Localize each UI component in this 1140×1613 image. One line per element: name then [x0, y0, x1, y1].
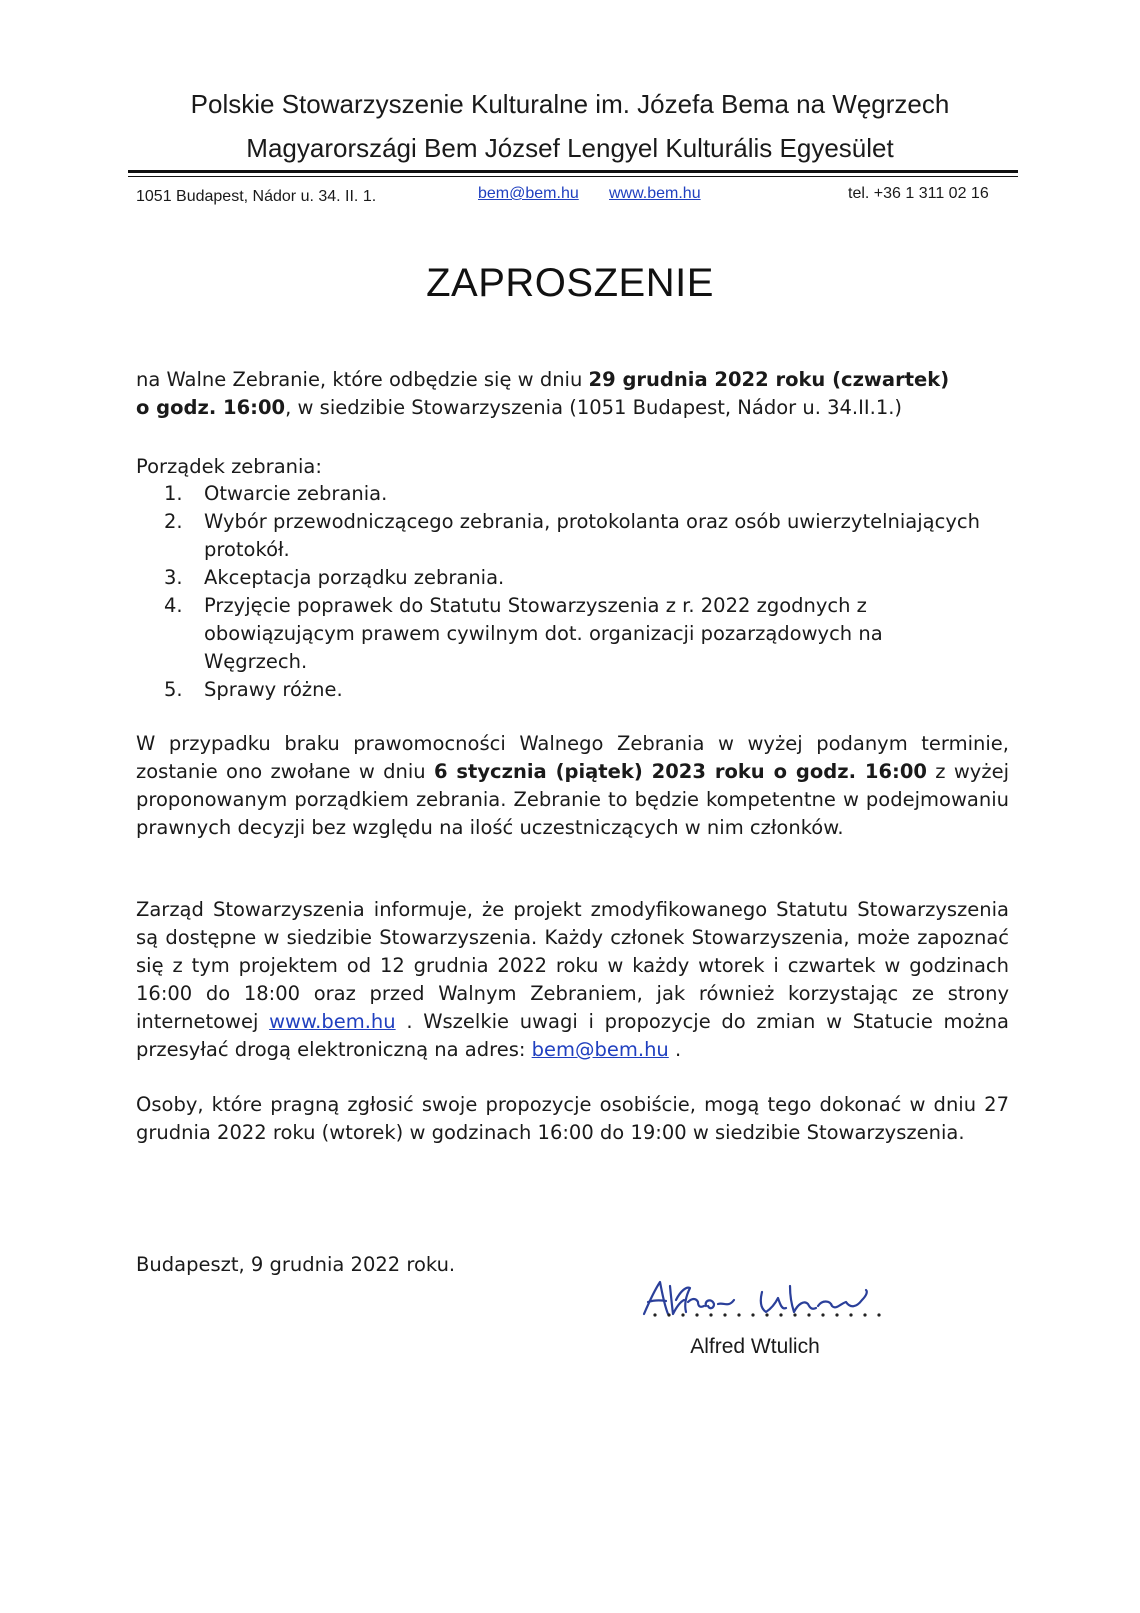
quorum-text-end: z wyżej proponowanym porządkiem zebrania. Zebranie to będzie kompetentne w podejmowaniu prawnych decyzji bez względu na ilość uczestniczących w nim członków.: [136, 760, 1009, 839]
signatory-name: Alfred Wtulich: [690, 1335, 820, 1358]
agenda-item-text: Otwarcie zebrania.: [204, 482, 388, 505]
agenda-item-number: 1.: [164, 482, 183, 505]
agenda-heading: Porządek zebrania:: [136, 455, 322, 478]
second-meeting-date: 6 stycznia (piątek) 2023 roku o godz. 16:00: [433, 760, 927, 783]
header-email-link[interactable]: bem@bem.hu: [478, 185, 579, 202]
agenda-item-text: Przyjęcie poprawek do Statutu Stowarzyszenia z r. 2022 zgodnych z obowiązującym prawem cywilnym dot. organizacji pozarządowych na Węgrzech.: [204, 594, 883, 673]
header-website-link[interactable]: www.bem.hu: [609, 185, 701, 202]
body-email-link[interactable]: bem@bem.hu: [531, 1038, 669, 1061]
intro-text-start: na Walne Zebranie, które odbędzie się w dniu: [136, 368, 589, 391]
agenda-item: [160, 480, 1009, 508]
agenda-item-text: Wybór przewodniczącego zebrania, protokolanta oraz osób uwierzytelniających protokół.: [204, 510, 980, 561]
quorum-text-start: W przypadku braku prawomocności Walnego Zebrania w wyżej podanym terminie, zostanie ono zwołane w dniu: [136, 732, 1009, 783]
meeting-time: o godz. 16:00: [136, 396, 286, 419]
board-notice-text-middle: . Wszelkie uwagi i propozycje do zmian w Statucie można przesyłać drogą elektroniczną na adres:: [136, 1010, 1009, 1061]
intro-text-end: , w siedzibie Stowarzyszenia (1051 Budapest, Nádor u. 34.II.1.): [285, 396, 903, 419]
header-rule-thin: [128, 176, 1018, 177]
place-and-date: Budapeszt, 9 grudnia 2022 roku.: [136, 1253, 456, 1276]
org-phone: tel. +36 1 311 02 16: [848, 185, 989, 202]
org-address: 1051 Budapest, Nádor u. 34. II. 1.: [136, 188, 377, 205]
agenda-item: [160, 564, 1009, 592]
intro-paragraph: [136, 366, 1009, 422]
agenda-item-number: 4.: [164, 594, 183, 617]
agenda-item-text: Sprawy różne.: [204, 678, 343, 701]
board-notice-paragraph: [136, 896, 1009, 1064]
document-title: ZAPROSZENIE: [426, 261, 714, 305]
meeting-date: 29 grudnia 2022 roku (czwartek): [588, 368, 950, 391]
agenda-item-text: Akceptacja porządku zebrania.: [204, 566, 505, 589]
org-name-hungarian: Magyarországi Bem József Lengyel Kulturális Egyesület: [246, 133, 894, 163]
board-notice-text-end: .: [668, 1038, 682, 1061]
agenda-list: [160, 480, 1009, 704]
signature-dotted-line: [652, 1310, 882, 1320]
header-rule-thick: [128, 170, 1018, 173]
agenda-item: [160, 676, 1009, 704]
submission-paragraph: Osoby, które pragną zgłosić swoje propozycje osobiście, mogą tego dokonać w dniu 27 grudnia 2022 roku (wtorek) w godzinach 16:00 do 19:00 w siedzibie Stowarzyszenia.: [136, 1093, 1009, 1144]
agenda-item-number: 3.: [164, 566, 183, 589]
body-website-link[interactable]: www.bem.hu: [269, 1010, 396, 1033]
agenda-item-number: 5.: [164, 678, 183, 701]
org-name-polish: Polskie Stowarzyszenie Kulturalne im. Józefa Bema na Węgrzech: [190, 89, 950, 119]
quorum-paragraph: [136, 730, 1009, 842]
board-notice-text-start: Zarząd Stowarzyszenia informuje, że projekt zmodyfikowanego Statutu Stowarzyszenia są dostępne w siedzibie Stowarzyszenia. Każdy członek Stowarzyszenia, może zapoznać się z tym projektem od 12 grudnia 2022 roku w każdy wtorek i czwartek w godzinach 16:00 do 18:00 oraz przed Walnym Zebraniem, jak również korzystając ze strony internetowej: [136, 898, 1009, 1033]
agenda-item: [160, 592, 1009, 676]
agenda-item-number: 2.: [164, 510, 183, 533]
agenda-item: [160, 508, 1009, 564]
